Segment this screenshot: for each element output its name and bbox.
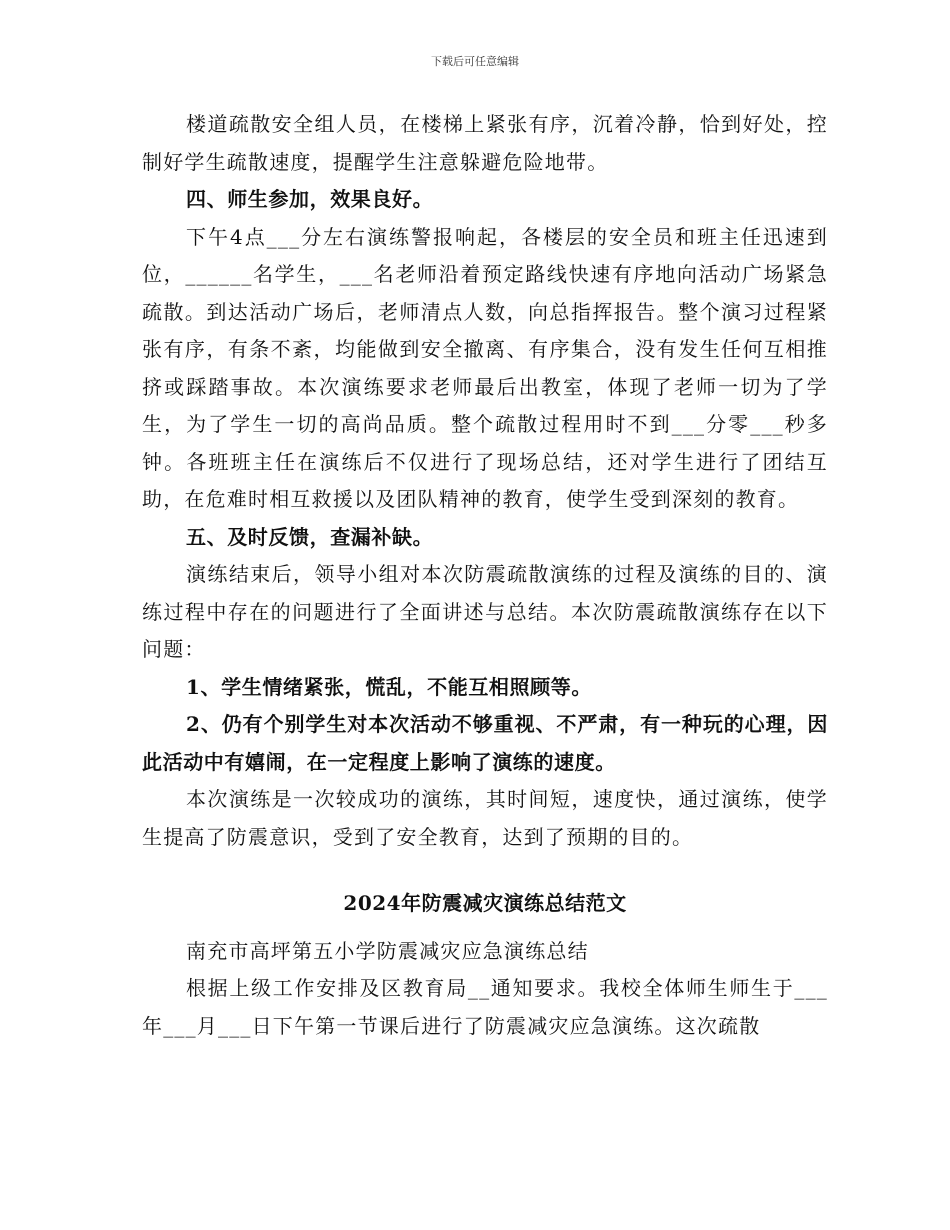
paragraph-conclusion: 本次演练是一次较成功的演练，其时间短，速度快，通过演练，使学生提高了防震意识，受到了安全教育，达到了预期的目的。 — [142, 787, 828, 849]
paragraph-drill-process: 下午4点___分左右演练警报响起，各楼层的安全员和班主任迅速到位，______名学生，___名老师沿着预定路线快速有序地向活动广场紧急疏散。到达活动广场后，老师清点人数，向总指挥报告。整个演习过程紧张有序，有条不紊，均能做到安全撤离、有序集合，没有发生任何互相推挤或踩踏事故。本次演练要求老师最后出教室，体现了老师一切为了学生，为了学生一切的高尚品质。整个疏散过程用时不到___分零___秒多钟。各班班主任在演练后不仅进行了现场总结，还对学生进行了团结互助，在危难时相互救援以及团队精神的教育，使学生受到深刻的教育。 — [142, 224, 828, 511]
heading-section-four: 四、师生参加，效果良好。 — [186, 187, 434, 211]
page-header: 下载后可任意编辑 — [431, 55, 519, 68]
heading-section-five: 五、及时反馈，查漏补缺。 — [186, 524, 434, 549]
problem-item-1: 1、学生情绪紧张，慌乱，不能互相照顾等。 — [186, 674, 592, 699]
paragraph-stairway-safety: 楼道疏散安全组人员，在楼梯上紧张有序，沉着冷静，恰到好处，控制好学生疏散速度，提醒学生注意躲避危险地带。 — [142, 112, 828, 174]
section-title: 2024年防震减灾演练总结范文 — [343, 891, 627, 915]
paragraph-feedback-summary: 演练结束后，领导小组对本次防震疏散演练的过程及演练的目的、演练过程中存在的问题进行了全面讲述与总结。本次防震疏散演练存在以下问题： — [142, 562, 828, 661]
document-body — [142, 106, 828, 1045]
problem-item-2: 2、仍有个别学生对本次活动不够重视、不严肃，有一种玩的心理，因此活动中有嬉闹，在一定程度上影响了演练的速度。 — [142, 712, 828, 774]
paragraph-drill-intro: 根据上级工作安排及区教育局__通知要求。我校全体师生师生于___年___月___日下午第一节课后进行了防震减灾应急演练。这次疏散 — [142, 976, 828, 1038]
paragraph-school-name: 南充市高坪第五小学防震减灾应急演练总结 — [186, 938, 589, 963]
